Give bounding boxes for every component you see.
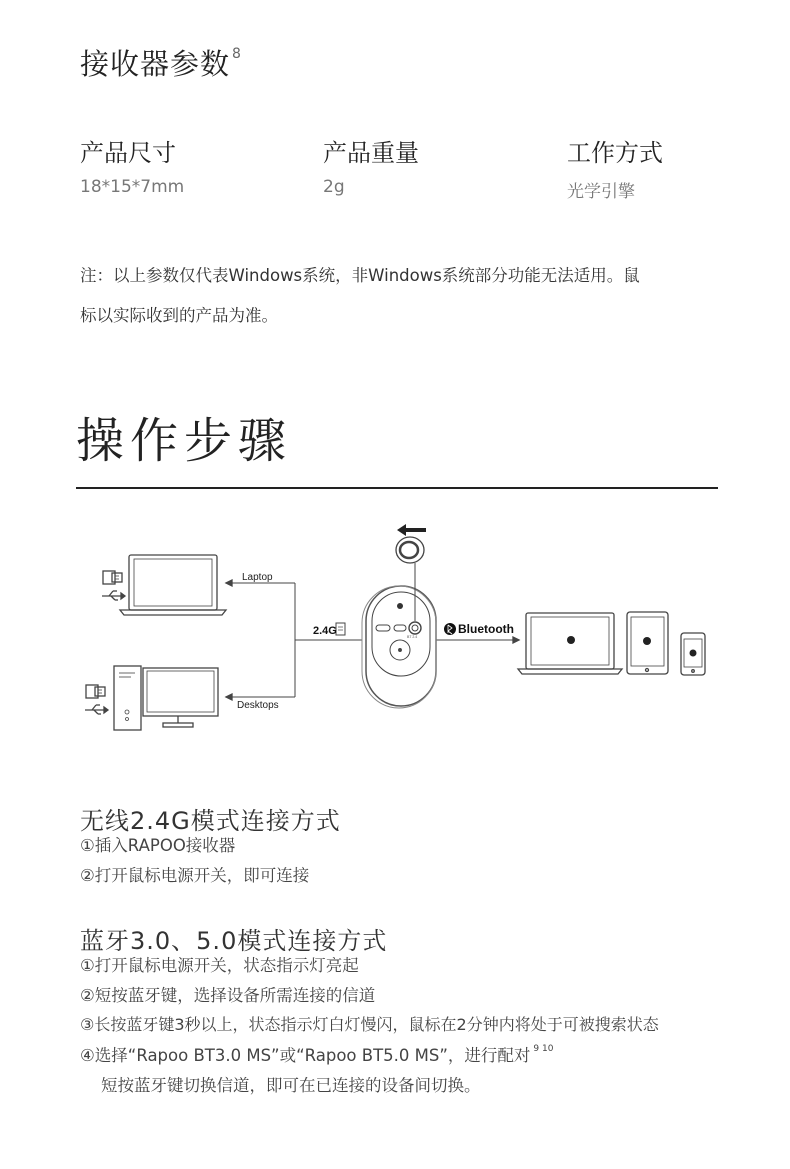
usb-symbol-icon-top — [102, 591, 125, 600]
spec-size-value: 18*15*7mm — [80, 177, 185, 197]
mode-bt-step-4-text: ④选择“Rapoo BT3.0 MS”或“Rapoo BT5.0 MS”，进行配对 — [80, 1046, 531, 1065]
spec-size-label: 产品尺寸 — [80, 139, 176, 167]
mouse-illustration — [362, 586, 436, 708]
arrow-to-devices — [513, 637, 519, 643]
bt-laptop-icon — [518, 613, 622, 674]
mode-24g-step-1: ①插入RAPOO接收器 — [80, 836, 236, 855]
spec-mode-label: 工作方式 — [567, 139, 663, 167]
title-divider — [76, 487, 718, 489]
laptop-icon — [120, 555, 226, 615]
mode-bt-step-4 — [80, 1042, 553, 1066]
bluetooth-label: Bluetooth — [458, 622, 514, 636]
spec-mode-value: 光学引擎 — [567, 182, 635, 202]
note-line-1: 注：以上参数仅代表Windows系统，非Windows系统部分功能无法适用。鼠 — [80, 266, 640, 285]
arrow-to-laptop — [226, 580, 232, 586]
arrow-to-desktop — [226, 694, 232, 700]
usb-receiver-icon-bottom — [86, 685, 105, 698]
footnote-marker-9-10: 9 10 — [533, 1044, 554, 1054]
desktop-icon — [114, 666, 218, 730]
laptop-label: Laptop — [242, 572, 273, 583]
note-line-2: 标以实际收到的产品为准。 — [80, 306, 278, 325]
connection-diagram — [0, 515, 790, 745]
mode-bt-step-3: ③长按蓝牙键3秒以上，状态指示灯白灯慢闪，鼠标在2分钟内将处于可被搜索状态 — [80, 1015, 659, 1034]
usb-receiver-icon-top — [103, 571, 122, 584]
tablet-icon — [627, 612, 668, 674]
steps-title: 操作步骤 — [76, 413, 293, 469]
spec-weight-value: 2g — [323, 177, 345, 197]
receiver-section-title — [80, 42, 242, 83]
mouse-button-labels: BT 2.4 — [407, 635, 418, 639]
spec-weight-label: 产品重量 — [323, 139, 419, 167]
mode-bt-step-5: 短按蓝牙键切换信道，即可在已连接的设备间切换。 — [101, 1076, 481, 1095]
note-paragraph — [80, 256, 720, 336]
wireless-24g-label: 2.4G — [313, 625, 337, 637]
receiver-mini-icon — [336, 623, 345, 635]
receiver-title-text: 接收器参数 — [80, 47, 231, 81]
mode-24g-title: 无线2.4G模式连接方式 — [80, 807, 341, 835]
phone-icon — [681, 633, 705, 675]
mode-bt-step-1: ①打开鼠标电源开关，状态指示灯亮起 — [80, 956, 359, 975]
mode-bt-step-2: ②短按蓝牙键，选择设备所需连接的信道 — [80, 986, 376, 1005]
mode-24g-step-2: ②打开鼠标电源开关，即可连接 — [80, 866, 310, 885]
mode-bt-title: 蓝牙3.0、5.0模式连接方式 — [80, 927, 388, 955]
usb-symbol-icon-bottom — [85, 705, 108, 714]
desktops-label: Desktops — [237, 700, 279, 711]
footnote-marker: 8 — [232, 46, 242, 62]
